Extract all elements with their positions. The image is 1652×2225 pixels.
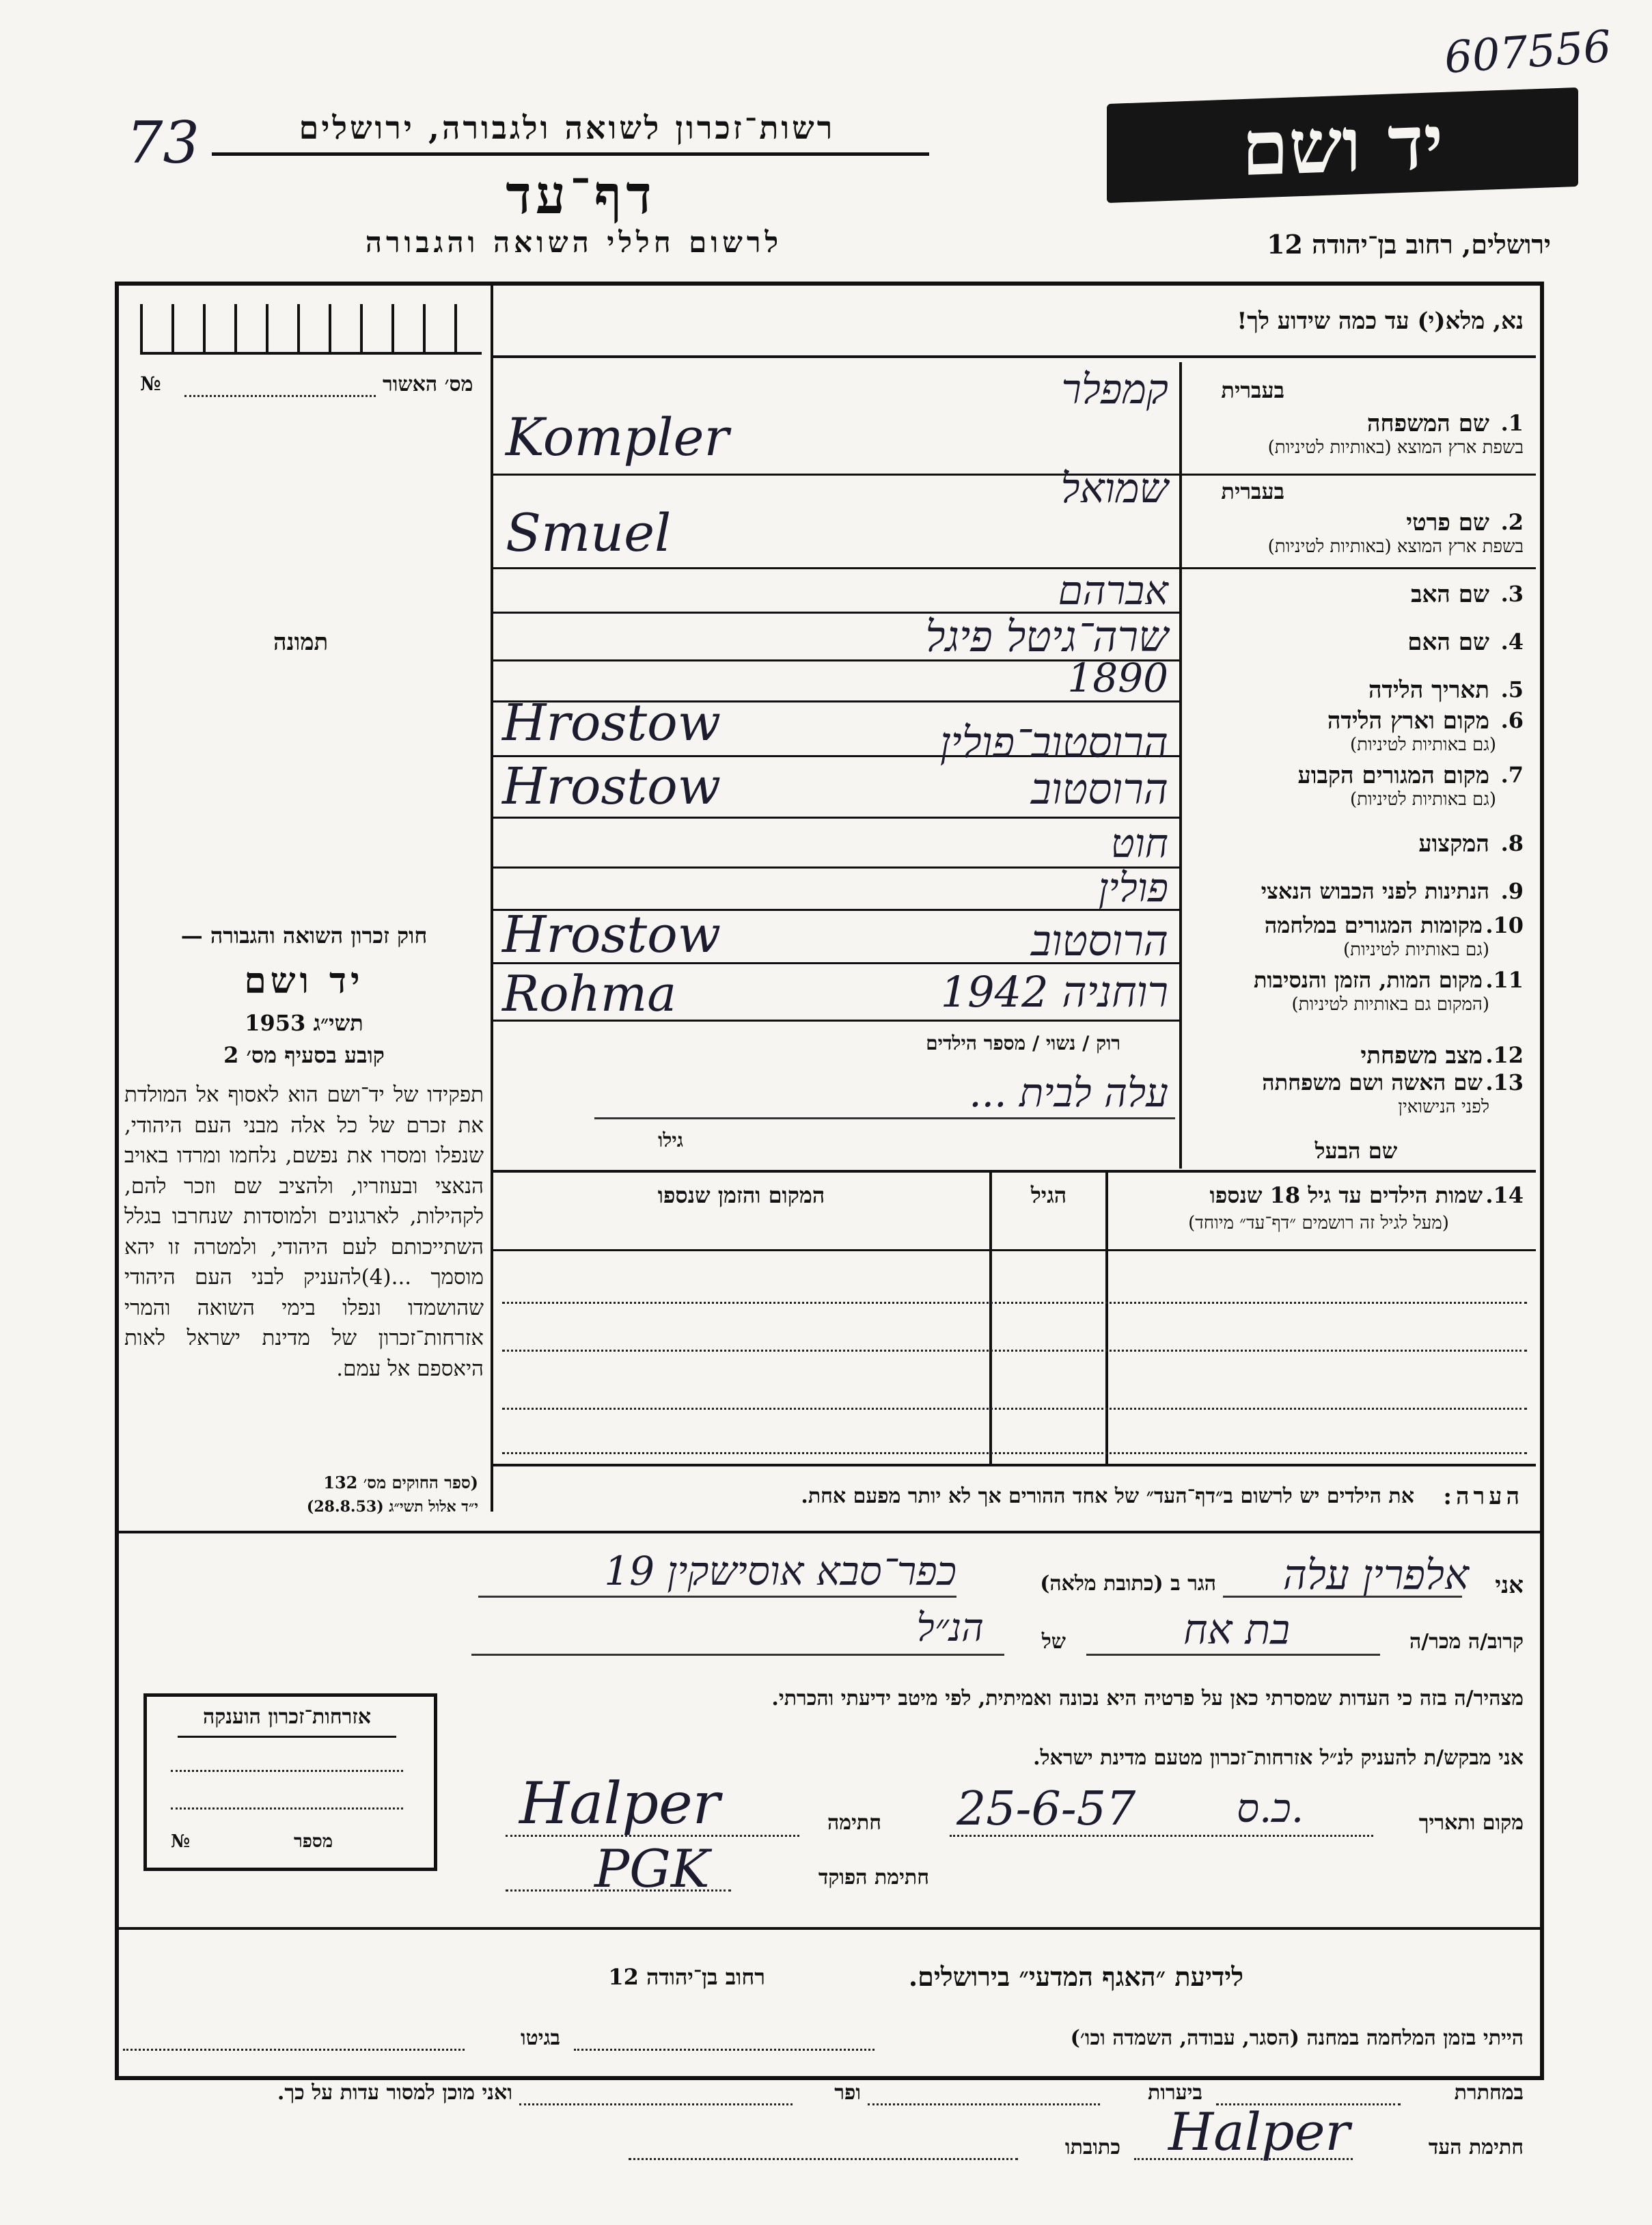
of-value[interactable]: הנ״ל — [916, 1606, 984, 1650]
field-9-number: 9. — [1500, 878, 1524, 904]
footer-line2-b: ביערות — [1147, 2081, 1202, 2105]
row-sep-7 — [493, 817, 1182, 819]
field-4-answer[interactable]: שרה־גיטל פיגל — [925, 612, 1168, 661]
certificate-box-title-underline — [178, 1736, 396, 1738]
note-top — [493, 1464, 1536, 1466]
law-name: יד ושם — [244, 960, 364, 1002]
witness-signature[interactable]: Halper — [1168, 2101, 1350, 2162]
field-2-label: שם פרטי — [1406, 509, 1489, 536]
date-value[interactable]: 25-6-57 — [956, 1782, 1136, 1836]
field-7-label: מקום המגורים הקבוע — [1297, 762, 1489, 789]
org-title-underline — [212, 152, 929, 156]
footer-ghetto-field[interactable] — [123, 2049, 465, 2051]
field-9-label: הנתינות לפני הכבוש הנאצי — [1261, 878, 1489, 904]
of-line — [471, 1654, 1004, 1656]
note-bottom — [115, 1531, 1540, 1533]
note-label: הערה: — [1443, 1483, 1524, 1510]
signature-label: חתימה — [827, 1811, 881, 1835]
field-12-number: 12. — [1485, 1042, 1524, 1068]
law-year: תשי״ג 1953 — [245, 1010, 363, 1036]
witness-signature-field — [1134, 2158, 1353, 2160]
field-1-sub: בשפת ארץ המוצא (באותיות לטיניות) — [1267, 437, 1524, 458]
children-header-bottom — [493, 1249, 1536, 1251]
label-sep-1 — [1182, 474, 1536, 476]
law-text: תפקידו של יד־ושם הוא לאסוף אל המולדת את זכרם של כל אלה מבני העם היהודי, שנפלו ומסרו את נפשם, נלחמו ומרדו באויב הנאצי ובעוזריו, ולהציב שם וזכר להם, לקהילות, לארגונים ולמוסדות שנחרבו בגלל השתייכותם לעם היהודי, ולמטרה זו יהא מוסמך ...(4)להעניק לבני העם היהודי שהושמדו ונפלו בימי השואה והמרי אזרחות־זכרון של מדינת ישראל לאות היאספם אל עמם. — [124, 1082, 484, 1381]
declaration-request: אני מבקש/ת להעניק לנ״ל אזרחות־זכרון מטעם מדינת ישראל. — [1033, 1746, 1524, 1770]
relation-line — [1086, 1654, 1380, 1656]
resides-label: הגר ב (כתובת מלאה) — [1040, 1572, 1216, 1596]
registration-boxes — [140, 304, 482, 355]
instructions: נא, מלא(י) עד כמה שידוע לך! — [1237, 308, 1524, 335]
footer-line1-b: בגיטו — [520, 2026, 560, 2050]
field-1-hebrew-answer[interactable]: קמפלר — [1061, 366, 1168, 413]
field-8-answer[interactable]: חוט — [1110, 820, 1168, 866]
children-col-age-right — [1105, 1170, 1108, 1464]
field-6-hebrew-answer[interactable]: הרוסטוב־פולין — [939, 718, 1168, 767]
field-2-number: 2. — [1500, 509, 1524, 535]
children-row-2[interactable] — [502, 1350, 1527, 1352]
field-1-label: שם המשפחה — [1366, 410, 1489, 437]
left-column-divider — [491, 282, 493, 1512]
field-9-answer[interactable]: פולין — [1098, 864, 1168, 911]
field-2-latin-answer[interactable]: Smuel — [506, 502, 672, 563]
field-11-hebrew-answer[interactable]: רוחניה 1942 — [940, 967, 1168, 1017]
field-3-answer[interactable]: אברהם — [1058, 567, 1168, 614]
law-reference-1: (ספר החוקים מס׳ 132 — [323, 1473, 478, 1492]
children-col-age: הגיל — [1030, 1182, 1067, 1208]
footer-title: לידיעת ״האגף המדעי״ בירושלים. — [908, 1961, 1243, 1992]
children-col-age-left — [989, 1170, 992, 1464]
officer-signature-field — [506, 1889, 731, 1892]
children-row-3[interactable] — [502, 1408, 1527, 1410]
certificate-line-1[interactable] — [171, 1770, 403, 1772]
field-4-label: שם האם — [1407, 629, 1489, 656]
field-3-label: שם האב — [1411, 581, 1489, 608]
registration-number-label: מס׳ האשור — [383, 372, 473, 396]
field-8-label: המקצוע — [1418, 830, 1489, 858]
form-subtitle: לרשום חללי השואה והגבורה — [365, 226, 783, 259]
field-11-sub: (המקום גם באותיות לטיניות) — [1291, 994, 1489, 1015]
field-7-sub: (גם באותיות לטיניות) — [1349, 789, 1496, 810]
of-label: של — [1041, 1630, 1066, 1654]
field-2-sub: בשפת ארץ המוצא (באותיות לטיניות) — [1267, 536, 1524, 557]
officer-signature-label: חתימת הפוקד — [818, 1866, 929, 1889]
witness-address-field[interactable] — [629, 2158, 1018, 2160]
declarant-address[interactable]: כפר־סבא אוסישקין 19 — [604, 1548, 956, 1594]
field-1-number: 1. — [1500, 410, 1524, 436]
org-title: רשות־זכרון לשואה ולגבורה, ירושלים — [299, 109, 836, 146]
law-reference-2: י״ד אלול תשי״ג (28.8.53) — [306, 1498, 478, 1516]
husband-label: שם הבעל — [1314, 1138, 1398, 1164]
form-title: דף־עד — [506, 164, 656, 226]
field-10-hebrew-answer[interactable]: הרוסטוב — [1030, 916, 1168, 966]
footer-line1-a: הייתי בזמן המלחמה במחנה (הסגר, עבודה, השמדה וכו׳) — [1070, 2026, 1524, 2050]
footer-line3-b: כתובתו — [1064, 2135, 1120, 2159]
yad-vashem-logo: יד ושם — [1107, 87, 1578, 203]
page-number: 73 — [126, 109, 199, 176]
children-sub: (מעל לגיל זה רושמים ״דף־עד״ מיוחד) — [1188, 1213, 1449, 1233]
field-7-hebrew-answer[interactable]: הרוסטוב — [1030, 764, 1168, 814]
field-3-number: 3. — [1500, 581, 1524, 607]
field-2-hebrew-answer[interactable]: שמואל — [1060, 465, 1168, 513]
photo-label[interactable]: תמונה — [273, 629, 329, 656]
declaration-statement: מצהיר/ה בזה כי העדות שמסרתי כאן על פרטיה היא נכונה ואמיתית, לפי מיטב ידיעתי והכרתי. — [771, 1687, 1524, 1710]
marital-options: רוק / נשוי / מספר הילדים — [926, 1032, 1120, 1054]
field-11-latin-answer[interactable]: Rohma — [502, 965, 677, 1022]
field-1-lang-tag: בעברית — [1221, 377, 1284, 403]
field-10-number: 10. — [1485, 912, 1524, 938]
footer-camp-field[interactable] — [574, 2049, 875, 2051]
children-table-top — [493, 1170, 1536, 1173]
field-13-sub: לפני הנישואין — [1398, 1097, 1489, 1117]
field-5-number: 5. — [1500, 677, 1524, 702]
law-section: קובע בסעיף מס׳ 2 — [223, 1042, 385, 1068]
field-6-latin-answer[interactable]: Hrostow — [502, 694, 721, 752]
certificate-number-sign: № — [171, 1831, 191, 1852]
field-5-answer[interactable]: 1890 — [1067, 655, 1168, 701]
declarant-address-line — [478, 1596, 956, 1598]
footer-divider — [115, 1927, 1540, 1930]
footer-line2-a: במחתרת — [1454, 2081, 1524, 2105]
declarant-name-line — [1223, 1596, 1462, 1598]
signature-field — [506, 1835, 799, 1837]
relation-label: קרוב/ה מכר/ה — [1409, 1630, 1524, 1654]
place-date-field — [950, 1835, 1373, 1837]
children-label: שמות הילדים עד גיל 18 שנספו — [1209, 1182, 1483, 1208]
field-10-sub: (גם באותיות לטיניות) — [1343, 940, 1489, 960]
number-sign: № — [140, 372, 161, 395]
field-12-label: מצב משפחתי — [1360, 1042, 1483, 1069]
children-row-4[interactable] — [502, 1452, 1527, 1454]
field-6-number: 6. — [1500, 707, 1524, 733]
field-13-number: 13. — [1485, 1069, 1524, 1095]
field-11-label: מקום המות, הזמן והנסיבות — [1253, 967, 1483, 993]
instructions-underline — [493, 355, 1536, 358]
label-sep-2 — [1182, 567, 1536, 569]
field-6-sub: (גם באותיות לטיניות) — [1349, 735, 1496, 755]
footer-line2-c: ופר — [834, 2081, 861, 2105]
field-5-label: תאריך הלידה — [1368, 677, 1489, 704]
footer-other-field[interactable] — [519, 2103, 793, 2105]
header-address: ירושלים, רחוב בן־יהודה 12 — [1267, 229, 1551, 260]
document-number: 607556 — [1442, 21, 1613, 84]
field-11-number: 11. — [1485, 967, 1524, 993]
officer-signature-value[interactable]: PGK — [594, 1838, 710, 1899]
signature-value[interactable]: Halper — [519, 1770, 720, 1837]
field-10-latin-answer[interactable]: Hrostow — [502, 905, 721, 964]
field-7-latin-answer[interactable]: Hrostow — [502, 757, 721, 816]
field-13-answer[interactable]: עלה לבית ... — [969, 1069, 1168, 1116]
registration-number-field[interactable] — [184, 395, 376, 397]
field-8-number: 8. — [1500, 830, 1524, 856]
field-13-answer-line — [594, 1117, 1175, 1119]
footer-forest-field[interactable] — [868, 2103, 1100, 2105]
declarant-name[interactable]: אלפרין עלה — [1282, 1551, 1469, 1599]
field-2-lang-tag: בעברית — [1221, 478, 1284, 504]
field-10-label: מקומות המגורים במלחמה — [1264, 912, 1483, 938]
field-13-label: שם האשה ושם משפחתה — [1262, 1069, 1483, 1095]
footer-address: רחוב בן־יהודה 12 — [608, 1964, 765, 1990]
field-7-number: 7. — [1500, 762, 1524, 788]
certificate-box-title: אזרחות־זכרון הוענקה — [202, 1705, 372, 1729]
note-text: את הילדים יש לרשום ב״דף־העד״ של אחד ההורים אך לא יותר מפעם אחת. — [801, 1484, 1414, 1508]
children-col-place: המקום והזמן שנספו — [657, 1182, 825, 1208]
children-row-1[interactable] — [502, 1302, 1527, 1304]
field-6-label: מקום וארץ הלידה — [1327, 707, 1489, 735]
law-title: חוק זכרון השואה והגבורה — — [180, 923, 428, 948]
footer-line2-d: ואני מוכן למסור עדות על כך. — [277, 2081, 512, 2105]
certificate-number-label: מספר — [294, 1831, 333, 1852]
footer-line3-a: חתימת העד — [1428, 2135, 1524, 2159]
label-column-divider — [1179, 362, 1182, 1169]
field-1-latin-answer[interactable]: Kompler — [506, 407, 729, 467]
relation-value[interactable]: בת אח — [1183, 1606, 1291, 1654]
certificate-line-2[interactable] — [171, 1807, 403, 1810]
age-label: גילו — [658, 1129, 683, 1151]
declaration-i-label: אני — [1495, 1572, 1524, 1599]
children-number: 14. — [1485, 1182, 1524, 1208]
place-date-label: מקום ותאריך — [1418, 1811, 1524, 1835]
place-value[interactable]: כ.ס. — [1237, 1785, 1304, 1831]
field-4-number: 4. — [1500, 629, 1524, 655]
